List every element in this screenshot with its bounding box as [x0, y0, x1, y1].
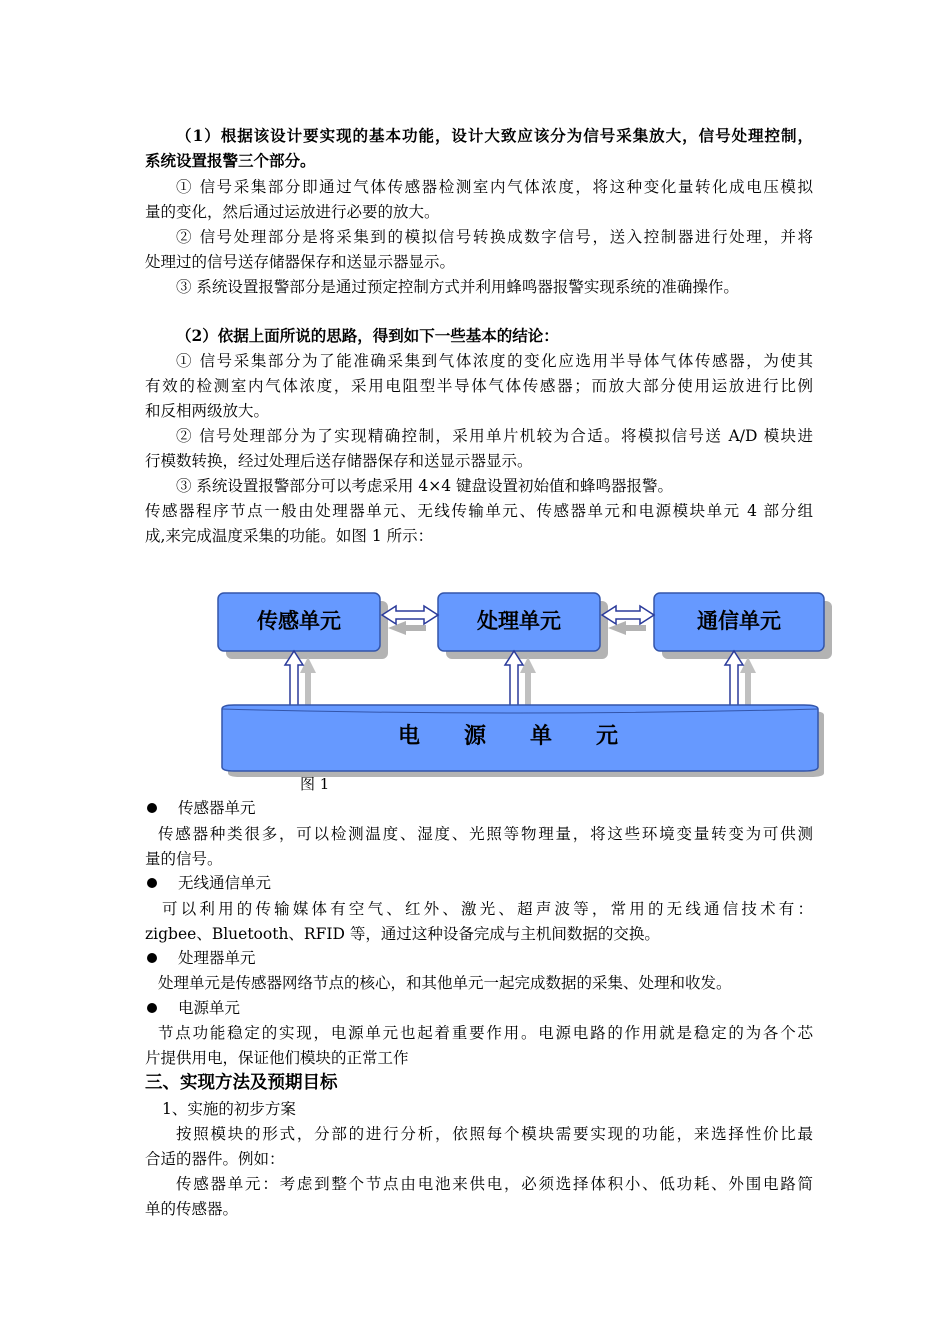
section2-para4-line2: 成,来完成温度采集的功能。如图 1 所示： [145, 527, 434, 545]
section3-para2-line1: 传感器单元：考虑到整个节点由电池来供电，必须选择体积小、低功耗、外围电路简 [176, 1175, 813, 1193]
section2-heading: （2）依据上面所说的思路，得到如下一些基本的结论： [176, 326, 559, 345]
section2-para1-line2: 有效的检测室内气体浓度，采用电阻型半导体气体传感器；而放大部分使用运放进行比例 [145, 377, 813, 395]
up-arrow-2-icon [505, 651, 523, 711]
bullet-icon [147, 953, 157, 963]
section2-para2-line1: ② 信号处理部分为了实现精确控制，采用单片机较为合适。将模拟信号送 A/D 模块进 [176, 427, 813, 445]
section1-para1-line2: 量的变化，然后通过运放进行必要的放大。 [145, 203, 440, 221]
processor-unit-title: 处理器单元 [178, 949, 256, 967]
section3-para1-line1: 按照模块的形式，分部的进行分析，依照每个模块需要实现的功能，来选择性价比最 [176, 1125, 813, 1143]
bullet-icon [147, 803, 157, 813]
power-unit-title: 电源单元 [178, 999, 241, 1017]
section1-heading-line2: 系统设置报警三个部分。 [145, 151, 316, 170]
double-arrow-1-icon [382, 606, 438, 624]
section3-para2-line2: 单的传感器。 [145, 1200, 239, 1218]
section2-para3-line1: ③ 系统设置报警部分可以考虑采用 4×4 键盘设置初始值和蜂鸣器报警。 [176, 477, 673, 495]
sensor-unit-line2: 量的信号。 [145, 850, 223, 868]
section1-para1-line1: ① 信号采集部分即通过气体传感器检测室内气体浓度，将这种变化量转化成电压模拟 [176, 178, 813, 196]
box-comm-label: 通信单元 [697, 609, 781, 633]
section1-para2-line1: ② 信号处理部分是将采集到的模拟信号转换成数字信号，送入控制器进行处理，并将 [176, 228, 813, 246]
block-diagram [210, 585, 840, 785]
section1-para2-line2: 处理过的信号送存储器保存和送显示器显示。 [145, 253, 456, 271]
section3-para1-line2: 合适的器件。例如： [145, 1150, 285, 1168]
wireless-unit-title: 无线通信单元 [178, 874, 272, 892]
box-sensor-label: 传感单元 [257, 609, 341, 633]
section3-heading: 三、实现方法及预期目标 [145, 1073, 338, 1093]
power-unit-label: 电 源 单 元 [397, 724, 619, 749]
section2-para2-line2: 行模数转换，经过处理后送存储器保存和送显示器显示。 [145, 452, 533, 470]
wireless-unit-line1: 可以利用的传输媒体有空气、红外、激光、超声波等，常用的无线通信技术有： [162, 900, 813, 918]
figure-caption: 图 1 [300, 775, 330, 793]
box-processor-label: 处理单元 [477, 609, 561, 633]
section2-para1-line3: 和反相两级放大。 [145, 402, 270, 420]
up-arrow-3-icon [725, 651, 743, 711]
power-unit-line1: 节点功能稳定的实现，电源单元也起着重要作用。电源电路的作用就是稳定的为各个芯 [158, 1024, 813, 1042]
power-unit-line2: 片提供用电，保证他们模块的正常工作 [145, 1049, 409, 1067]
bullet-icon [147, 878, 157, 888]
up-arrow-1-icon [285, 651, 303, 711]
wireless-unit-line2: zigbee、Bluetooth、RFID 等，通过这种设备完成与主机间数据的交换。 [145, 925, 660, 943]
sensor-unit-title: 传感器单元 [178, 799, 256, 817]
processor-unit-line1: 处理单元是传感器网络节点的核心，和其他单元一起完成数据的采集、处理和收发。 [158, 974, 732, 992]
section1-heading-line1: （1）根据该设计要实现的基本功能，设计大致应该分为信号采集放大，信号处理控制， [176, 126, 813, 145]
section2-para1-line1: ① 信号采集部分为了能准确采集到气体浓度的变化应选用半导体气体传感器，为使其 [176, 352, 813, 370]
bullet-icon [147, 1003, 157, 1013]
section1-para3-line1: ③ 系统设置报警部分是通过预定控制方式并利用蜂鸣器报警实现系统的准确操作。 [176, 278, 739, 296]
section2-para4-line1: 传感器程序节点一般由处理器单元、无线传输单元、传感器单元和电源模块单元 4 部分组 [145, 502, 813, 520]
section3-subheading: 1、实施的初步方案 [162, 1100, 296, 1118]
double-arrow-2-icon [602, 606, 654, 624]
sensor-unit-line1: 传感器种类很多，可以检测温度、湿度、光照等物理量，将这些环境变量转变为可供测 [158, 825, 813, 843]
